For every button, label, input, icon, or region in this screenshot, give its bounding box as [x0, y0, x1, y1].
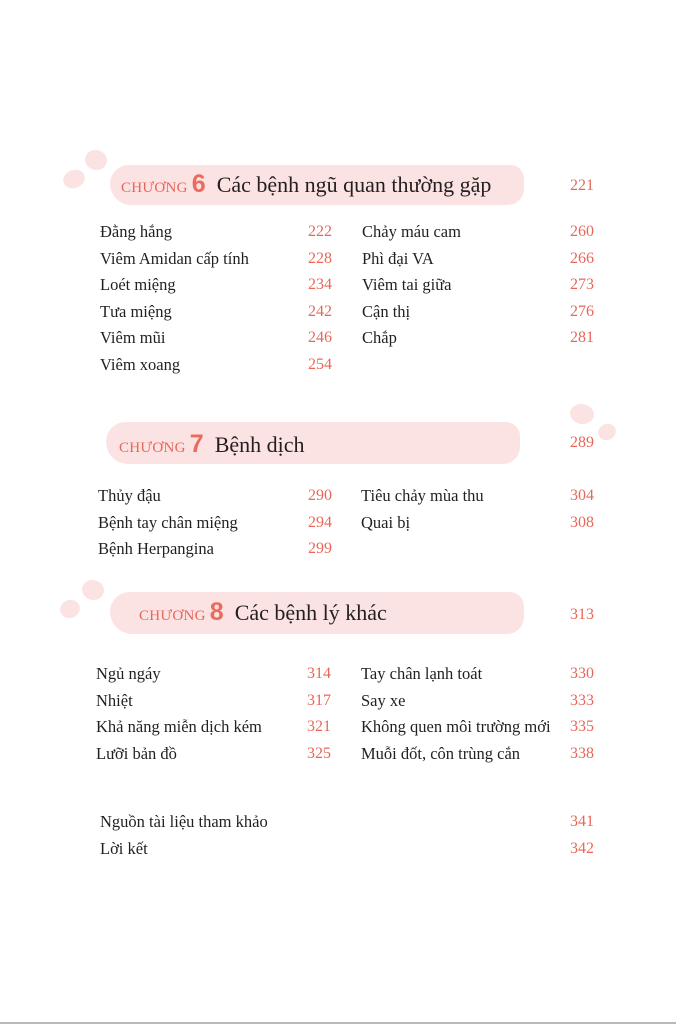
chapter-title: Bệnh dịch: [214, 432, 305, 457]
toc-entry-page: 228: [308, 249, 332, 267]
chapter-title: Các bệnh lý khác: [234, 600, 387, 625]
toc-entry-page: 246: [308, 329, 332, 347]
toc-entry-page: 281: [570, 329, 594, 347]
toc-entry-label[interactable]: Chảy máu cam: [362, 222, 461, 241]
toc-entry-page: 330: [570, 665, 594, 682]
toc-entry-page: 260: [570, 223, 594, 240]
toc-entry-page: 276: [570, 302, 594, 320]
toc-entry-label[interactable]: Say xe: [361, 690, 406, 710]
toc-entry-label[interactable]: Đằng hắng: [100, 222, 172, 241]
toc-entry-page: 321: [307, 718, 331, 736]
decor-blob: [80, 577, 106, 602]
toc-entry-label[interactable]: Lưỡi bản đồ: [96, 743, 177, 763]
toc-entry-page: 338: [570, 744, 594, 762]
chapter-8-heading[interactable]: [139, 598, 387, 627]
toc-entry-label[interactable]: Viêm xoang: [100, 355, 181, 374]
chapter-6-page: 221: [570, 177, 594, 194]
toc-entry-label[interactable]: Không quen môi trường mới: [361, 717, 551, 737]
toc-entry-label[interactable]: Bệnh tay chân miệng: [98, 512, 238, 532]
chapter-word: CHƯƠNG: [119, 440, 186, 456]
toc-entry-label[interactable]: Ngủ ngáy: [96, 664, 161, 683]
toc-entry-page: 314: [307, 665, 331, 682]
toc-entry-page: 308: [570, 513, 594, 531]
toc-entry-label[interactable]: Cận thị: [362, 301, 411, 321]
toc-entry-page: 242: [308, 302, 332, 320]
chapter-word: CHƯƠNG: [139, 608, 206, 624]
toc-entry-label[interactable]: Quai bị: [361, 512, 411, 532]
toc-entry-page: 254: [308, 356, 332, 373]
toc-entry-label[interactable]: Thủy đậu: [98, 486, 161, 505]
toc-entry-label[interactable]: Viêm mũi: [100, 328, 166, 348]
toc-entry-label[interactable]: Nguồn tài liệu tham khảo: [100, 812, 268, 831]
toc-entry-page: 325: [307, 744, 331, 762]
toc-entry-page: 304: [570, 487, 594, 504]
toc-entry-page: 335: [570, 718, 594, 736]
chapter-7-heading[interactable]: [119, 430, 305, 459]
chapter-8-page: 313: [570, 606, 594, 623]
chapter-6-heading[interactable]: [121, 170, 491, 199]
toc-entry-page: 294: [308, 513, 332, 531]
toc-entry-page: 273: [570, 276, 594, 294]
decor-blob: [83, 147, 109, 172]
toc-entry-label[interactable]: Chắp: [362, 328, 397, 348]
chapter-title: Các bệnh ngũ quan thường gặp: [216, 172, 492, 197]
toc-entry-page: 222: [308, 223, 332, 240]
chapter-number: 6: [191, 170, 206, 198]
decor-blob: [58, 597, 83, 621]
chapter-number: 7: [189, 430, 204, 458]
toc-entry-page: 299: [308, 540, 332, 558]
toc-entry-label[interactable]: Tiêu chảy mùa thu: [361, 486, 484, 505]
toc-entry-page: 333: [570, 691, 594, 709]
decor-blob: [595, 421, 618, 443]
toc-entry-label[interactable]: Viêm tai giữa: [362, 275, 452, 295]
chapter-word: CHƯƠNG: [121, 180, 188, 196]
toc-entry-label[interactable]: Khả năng miễn dịch kém: [96, 717, 262, 737]
toc-entry-page: 342: [570, 839, 594, 857]
toc-entry-page: 290: [308, 487, 332, 504]
toc-entry-label[interactable]: Phì đại VA: [362, 248, 434, 268]
toc-entry-label[interactable]: Loét miệng: [100, 275, 176, 295]
toc-entry-label[interactable]: Nhiệt: [96, 690, 133, 710]
toc-entry-page: 266: [570, 249, 594, 267]
toc-entry-label[interactable]: Tưa miệng: [100, 301, 172, 321]
toc-entry-label[interactable]: Lời kết: [100, 838, 148, 858]
toc-entry-label[interactable]: Tay chân lạnh toát: [361, 664, 483, 683]
toc-entry-page: 341: [570, 813, 594, 830]
decor-blob: [568, 402, 595, 426]
toc-entry-page: 234: [308, 276, 332, 294]
chapter-number: 8: [209, 598, 224, 626]
toc-entry-label[interactable]: Muỗi đốt, côn trùng cắn: [361, 743, 521, 763]
toc-entry-label[interactable]: Bệnh Herpangina: [98, 539, 214, 559]
chapter-7-page: 289: [570, 434, 594, 451]
toc-entry-page: 317: [307, 691, 331, 709]
decor-blob: [61, 167, 88, 191]
toc-entry-label[interactable]: Viêm Amidan cấp tính: [100, 248, 249, 268]
